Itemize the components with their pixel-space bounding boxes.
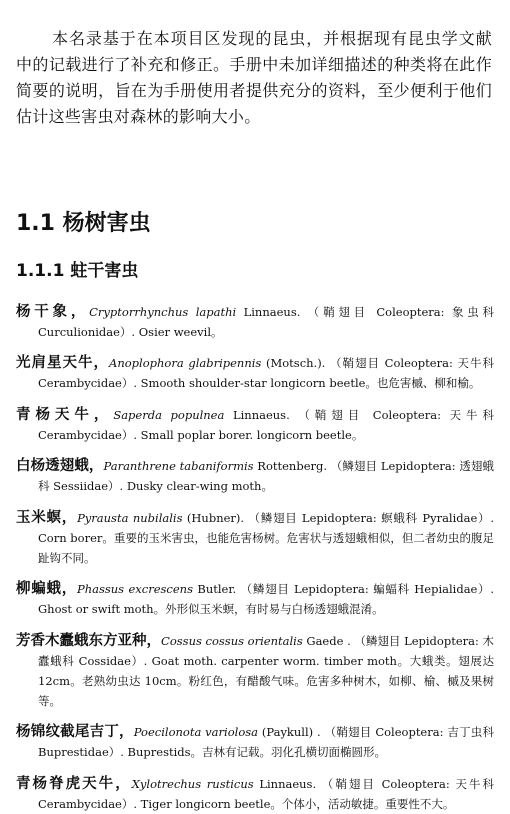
species-name: 光肩星天牛，: [16, 355, 110, 371]
species-list: [16, 290, 494, 814]
species-latin-name: Phassus excrescens: [76, 582, 193, 596]
intro-paragraph: 本名录基于在本项目区发现的昆虫，并根据现有昆虫学文献中的记载进行了补充和修正。手册中未加详细描述的种类将在此作简要的说明，旨在为手册使用者提供充分的资料，至少便利于他们估计这些害虫对森林的影响大小。: [16, 29, 492, 126]
species-entry: [16, 722, 494, 762]
species-entry: [16, 508, 494, 568]
species-description: Rottenberg. （鳞翅目 Lepidoptera: 透翅蛾科 Sessiidae）. Dusky clear-wing moth。: [38, 459, 495, 493]
species-latin-name: Cryptorrhynchus lapathi: [89, 304, 237, 319]
species-entry: [16, 631, 494, 711]
species-entry: [16, 405, 494, 445]
species-description: Linnaeus. （鞘翅目 Coleoptera: 象虫科 Curculionidae）. Osier weevil。: [38, 304, 495, 339]
species-latin-name: Saperda populnea: [113, 407, 225, 422]
species-description: Gaede . （鳞翅目 Lepidoptera: 木蠹蛾科 Cossidae）. Goat moth. carpenter worm. timber moth。大蛾类。翅展达 12cm。老熟幼虫达 10cm。粉红色，有醋酸气味。危害多种树木，如柳、榆、槭及果树等。: [38, 633, 495, 708]
species-name: 柳蝙蛾，: [16, 581, 77, 597]
species-description: (Hubner). （鳞翅目 Lepidoptera: 螟蛾科 Pyralidae）. Corn borer。重要的玉米害虫，也能危害杨树。危害状与透翅蛾相似，但二者幼虫的腹足趾钩不同。: [38, 510, 494, 565]
species-description: (Motsch.). （鞘翅目 Coleoptera: 天牛科 Cerambycidae）. Smooth shoulder-star longicorn beetle。也危害槭、柳和榆。: [38, 356, 494, 390]
species-description: (Paykull) . （鞘翅目 Coleoptera: 吉丁虫科 Buprestidae）. Buprestids。吉林有记载。羽化孔横切面椭圆形。: [38, 725, 495, 759]
subsection-heading: 1.1.1 蛀干害虫: [16, 261, 139, 281]
species-entry: [16, 774, 494, 814]
species-entry: [16, 579, 494, 619]
species-name: 芳香木蠹蛾东方亚种，: [16, 632, 162, 649]
section-heading: 1.1 杨树害虫: [16, 211, 151, 236]
species-entry: [16, 302, 494, 342]
species-name: 杨锦纹截尾吉丁，: [16, 724, 134, 740]
species-description: Linnaeus. （鞘翅目 Coleoptera: 天牛科 Cerambycidae）. Small poplar borer. longicorn beetle。: [38, 407, 494, 442]
species-name: 青杨天牛，: [16, 406, 114, 423]
species-latin-name: Cossus cossus orientalis: [161, 633, 303, 648]
species-latin-name: Poecilonota variolosa: [133, 725, 258, 739]
species-name: 青杨脊虎天牛，: [16, 775, 132, 792]
species-latin-name: Xylotrechus rusticus: [131, 776, 254, 791]
species-description: Linnaeus. （鞘翅目 Coleoptera: 天牛科 Cerambycidae）. Tiger longicorn beetle。个体小，活动敏捷。重要性不大。: [38, 776, 495, 811]
species-name: 白杨透翅蛾，: [16, 458, 104, 474]
species-description: Butler. （鳞翅目 Lepidoptera: 蝙蝠科 Hepialidae）. Ghost or swift moth。外形似玉米螟，有时易与白杨透翅蛾混淆。: [38, 582, 494, 616]
species-entry: [16, 353, 494, 393]
species-entry: [16, 456, 494, 496]
species-name: 玉米螟，: [16, 509, 78, 526]
species-latin-name: Anoplophora glabripennis: [109, 356, 262, 370]
species-latin-name: Pyrausta nubilalis: [77, 510, 183, 525]
species-latin-name: Paranthrene tabaniformis: [103, 459, 254, 473]
species-name: 杨干象，: [16, 303, 90, 320]
